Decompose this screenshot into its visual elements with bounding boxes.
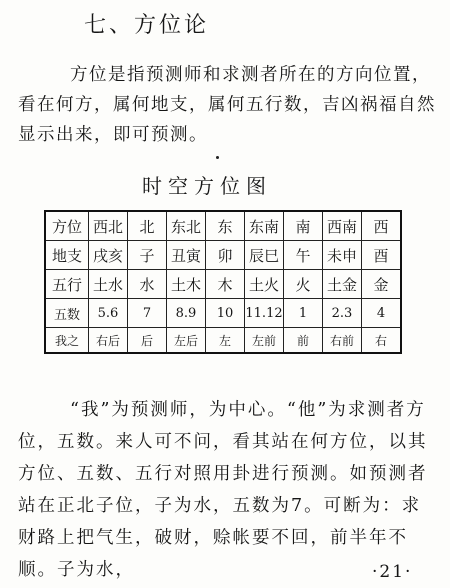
table-row (45, 328, 401, 354)
table-cell: 前 (284, 328, 323, 354)
table-cell: 4 (362, 299, 402, 328)
dot-mark (216, 156, 219, 159)
table-cell: 五数 (45, 299, 89, 328)
table-cell: 辰巳 (245, 241, 284, 270)
table-cell: 右后 (89, 328, 128, 354)
table-cell: 左后 (167, 328, 206, 354)
table-cell: 子 (128, 241, 167, 270)
table-cell: 7 (128, 299, 167, 328)
table-cell: 南 (284, 211, 323, 241)
table-cell: 水 (128, 270, 167, 299)
table-cell: 午 (284, 241, 323, 270)
table-cell: 8.9 (167, 299, 206, 328)
table-cell: 方位 (45, 211, 89, 241)
table-cell: 五行 (45, 270, 89, 299)
intro-paragraph: 方位是指预测师和求测者所在的方向位置，看在何方，属何地支，属何五行数，吉凶祸福自然显示出来，即可预测。 (18, 65, 436, 145)
table-cell: 右前 (323, 328, 362, 354)
table-cell: 左前 (245, 328, 284, 354)
table-cell: 木 (206, 270, 245, 299)
table-cell: 后 (128, 328, 167, 354)
table-cell: 10 (206, 299, 245, 328)
table-cell: 西北 (89, 211, 128, 241)
table-cell: 地支 (45, 241, 89, 270)
table-cell: 丑寅 (167, 241, 206, 270)
table-cell: 卯 (206, 241, 245, 270)
table-cell: 未申 (323, 241, 362, 270)
section-heading: 七、方位论 (84, 13, 210, 38)
table-row (45, 211, 401, 241)
page-number: ·21· (372, 562, 413, 582)
table-cell: 5.6 (89, 299, 128, 328)
table-cell: 戌亥 (89, 241, 128, 270)
table-cell: 东南 (245, 211, 284, 241)
table-cell: 1 (284, 299, 323, 328)
table-row (45, 270, 401, 299)
table-cell: 西南 (323, 211, 362, 241)
table-cell: 酉 (362, 241, 402, 270)
table-cell: 东 (206, 211, 245, 241)
table-cell: 2.3 (323, 299, 362, 328)
table-row (45, 299, 401, 328)
table-cell: 土金 (323, 270, 362, 299)
table-cell: 左 (206, 328, 245, 354)
table-cell: 东北 (167, 211, 206, 241)
table-cell: 土木 (167, 270, 206, 299)
table-cell: 火 (284, 270, 323, 299)
table-cell: 西 (362, 211, 402, 241)
direction-table (44, 210, 402, 354)
body-paragraph: “我”为预测师，为中心。“他”为求测者方位，五数。来人可不问，看其站在何方位，以其方位、五数、五行对照用卦进行预测。如预测者站在正北子位，子为水，五数为7。可断为：求财路上把气生，破财，赊帐要不回，前半年不顺。子为水， (18, 400, 428, 580)
table-cell: 我之 (45, 328, 89, 354)
table-cell: 土水 (89, 270, 128, 299)
table-cell: 金 (362, 270, 402, 299)
chart-title: 时空方位图 (142, 174, 272, 198)
table-cell: 11.12 (245, 299, 284, 328)
table-cell: 北 (128, 211, 167, 241)
table-cell: 右 (362, 328, 402, 354)
table-cell: 土火 (245, 270, 284, 299)
table-row (45, 241, 401, 270)
